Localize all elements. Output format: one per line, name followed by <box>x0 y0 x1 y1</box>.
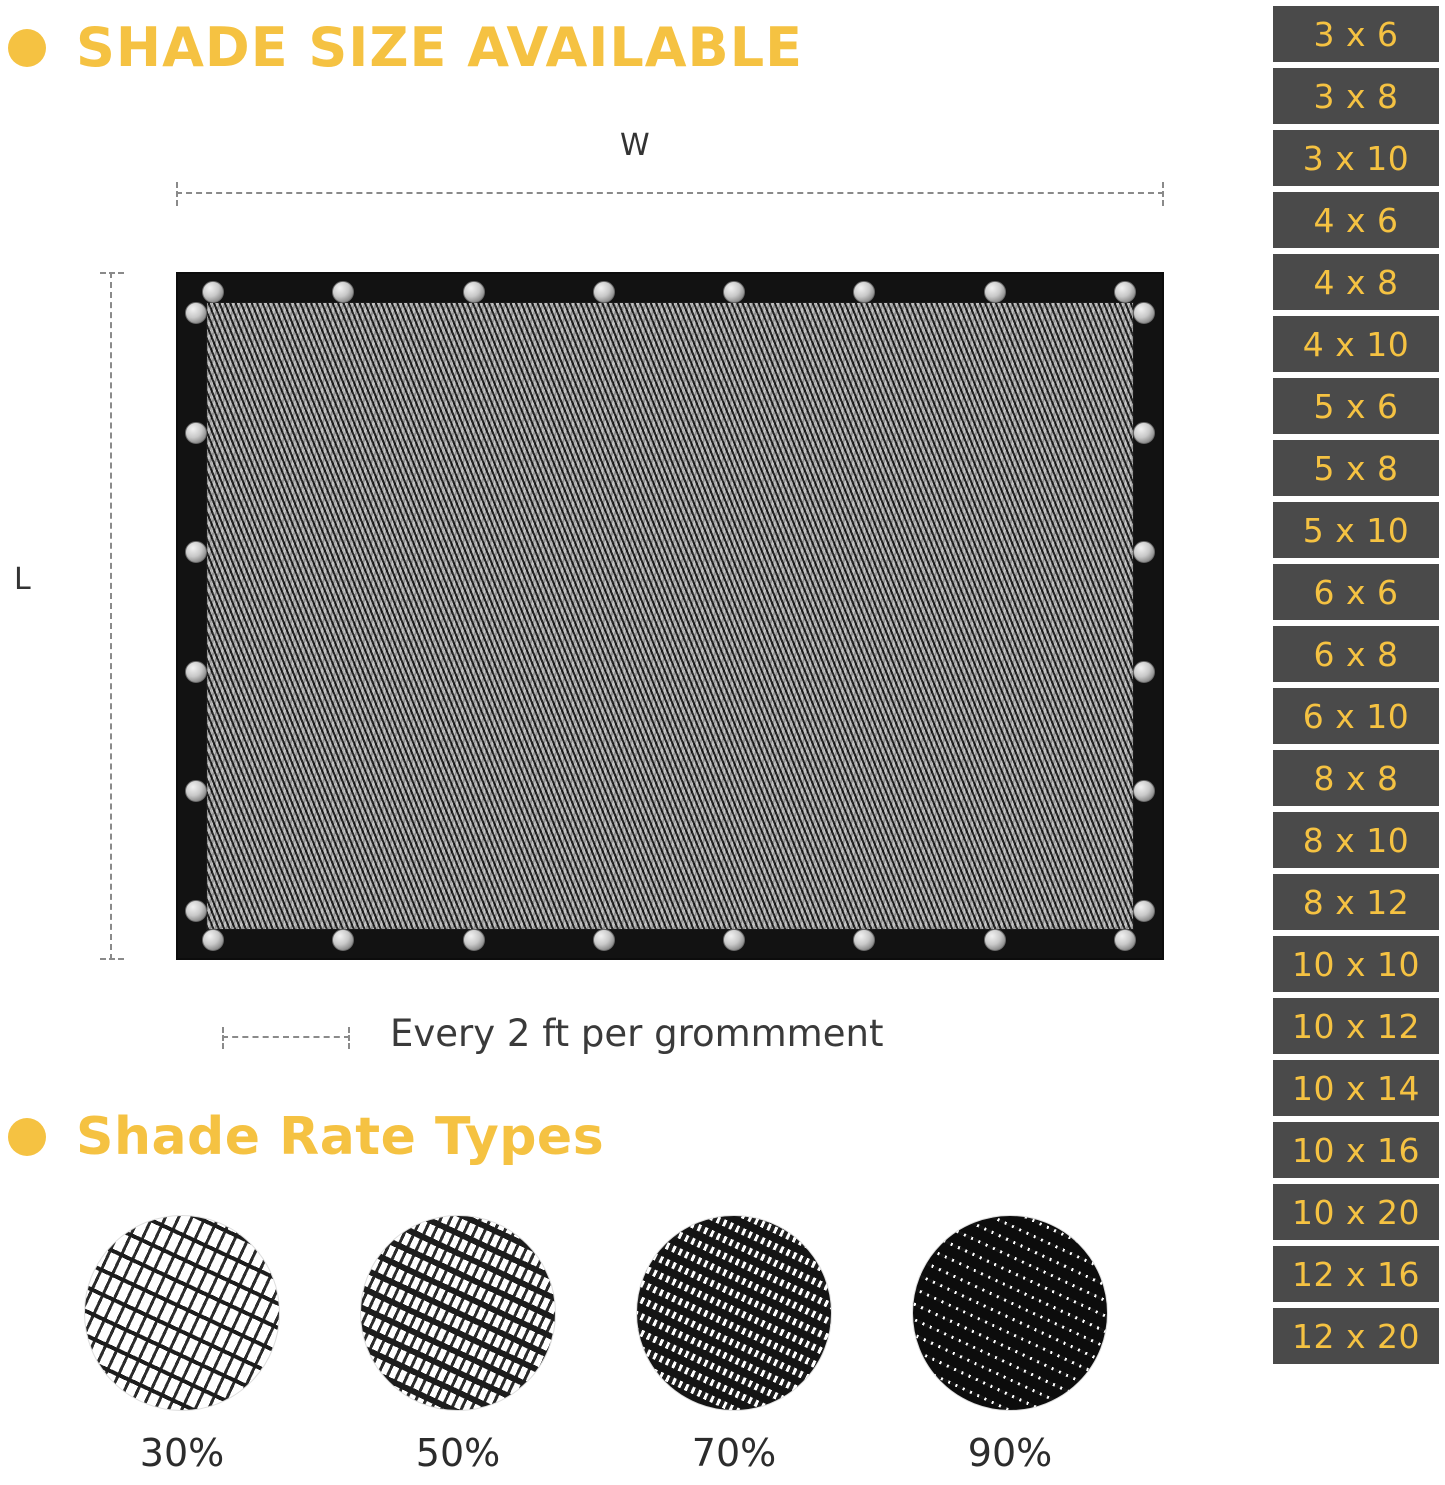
grommet-icon <box>1133 780 1155 802</box>
grommet-icon <box>1133 422 1155 444</box>
section-title-shade-size: SHADE SIZE AVAILABLE <box>76 16 804 79</box>
shade-rate-label: 30% <box>139 1431 225 1475</box>
size-option-3x6[interactable]: 3 x 6 <box>1273 6 1439 62</box>
grommet-icon <box>463 929 485 951</box>
tarp-mesh-fabric <box>206 302 1134 930</box>
grommet-spacing-note: Every 2 ft per grommment <box>390 1012 884 1055</box>
grommet-icon <box>1114 929 1136 951</box>
grommet-icon <box>332 281 354 303</box>
shade-rate-swatch-50 <box>360 1215 556 1411</box>
shade-rate-swatch-70 <box>636 1215 832 1411</box>
size-option-10x14[interactable]: 10 x 14 <box>1273 1060 1439 1116</box>
length-label: L <box>14 562 31 597</box>
size-option-5x8[interactable]: 5 x 8 <box>1273 440 1439 496</box>
grommet-icon <box>984 281 1006 303</box>
shade-rate-item <box>82 1215 282 1475</box>
grommet-spacing-dimension-line <box>222 1036 350 1038</box>
grommet-icon <box>332 929 354 951</box>
grommet-icon <box>593 929 615 951</box>
size-option-10x12[interactable]: 10 x 12 <box>1273 998 1439 1054</box>
grommet-icon <box>185 900 207 922</box>
size-option-4x8[interactable]: 4 x 8 <box>1273 254 1439 310</box>
shade-rate-label: 50% <box>415 1431 501 1475</box>
size-option-4x10[interactable]: 4 x 10 <box>1273 316 1439 372</box>
size-option-10x10[interactable]: 10 x 10 <box>1273 936 1439 992</box>
grommet-icon <box>853 281 875 303</box>
grommet-icon <box>185 302 207 324</box>
size-option-10x20[interactable]: 10 x 20 <box>1273 1184 1439 1240</box>
grommet-icon <box>185 661 207 683</box>
size-option-12x20[interactable]: 12 x 20 <box>1273 1308 1439 1364</box>
shade-rate-swatch-30 <box>84 1215 280 1411</box>
size-option-5x10[interactable]: 5 x 10 <box>1273 502 1439 558</box>
grommet-icon <box>1133 661 1155 683</box>
section-title-shade-rate-types: Shade Rate Types <box>76 1107 605 1167</box>
grommet-icon <box>1133 302 1155 324</box>
grommet-icon <box>185 780 207 802</box>
grommet-icon <box>853 929 875 951</box>
size-option-5x6[interactable]: 5 x 6 <box>1273 378 1439 434</box>
grommet-icon <box>723 281 745 303</box>
size-option-8x8[interactable]: 8 x 8 <box>1273 750 1439 806</box>
grommet-icon <box>1114 281 1136 303</box>
size-option-3x8[interactable]: 3 x 8 <box>1273 68 1439 124</box>
section-heading-shade-rate-types <box>8 1107 604 1167</box>
length-dimension-line <box>110 272 112 960</box>
grommet-icon <box>723 929 745 951</box>
bullet-dot-icon <box>8 1118 46 1156</box>
shade-rate-label: 90% <box>967 1431 1053 1475</box>
shade-rate-samples <box>0 1215 1265 1485</box>
shade-rate-label: 70% <box>691 1431 777 1475</box>
size-option-8x10[interactable]: 8 x 10 <box>1273 812 1439 868</box>
grommet-icon <box>185 541 207 563</box>
shade-rate-item <box>634 1215 834 1475</box>
size-option-8x12[interactable]: 8 x 12 <box>1273 874 1439 930</box>
grommet-icon <box>202 929 224 951</box>
size-option-6x8[interactable]: 6 x 8 <box>1273 626 1439 682</box>
shade-rate-item <box>358 1215 558 1475</box>
tarp-illustration <box>176 272 1164 960</box>
width-dimension-line <box>176 192 1164 194</box>
grommet-icon <box>202 281 224 303</box>
size-option-6x10[interactable]: 6 x 10 <box>1273 688 1439 744</box>
grommet-icon <box>1133 541 1155 563</box>
width-label: W <box>620 128 650 163</box>
size-option-10x16[interactable]: 10 x 16 <box>1273 1122 1439 1178</box>
grommet-icon <box>185 422 207 444</box>
grommet-icon <box>593 281 615 303</box>
size-option-4x6[interactable]: 4 x 6 <box>1273 192 1439 248</box>
grommet-icon <box>463 281 485 303</box>
shade-rate-swatch-90 <box>912 1215 1108 1411</box>
size-list <box>1273 6 1439 1364</box>
grommet-icon <box>984 929 1006 951</box>
size-option-6x6[interactable]: 6 x 6 <box>1273 564 1439 620</box>
size-option-12x16[interactable]: 12 x 16 <box>1273 1246 1439 1302</box>
grommet-icon <box>1133 900 1155 922</box>
shade-rate-item <box>910 1215 1110 1475</box>
size-option-3x10[interactable]: 3 x 10 <box>1273 130 1439 186</box>
